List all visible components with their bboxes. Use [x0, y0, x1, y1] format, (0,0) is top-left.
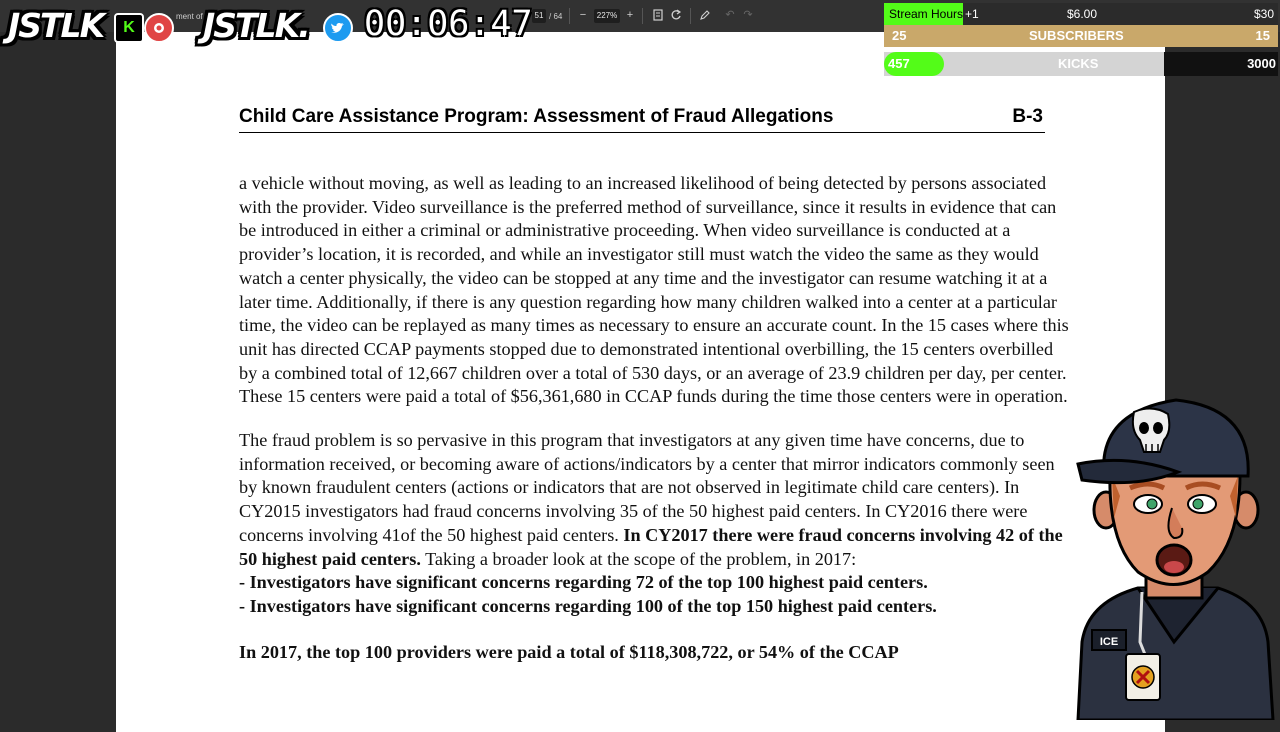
subscribers-current: 25	[892, 28, 907, 43]
stream-hours-bar	[884, 3, 1278, 25]
bullet-item: - Investigators have significant concerns regarding 72 of the top 100 highest paid centers.	[239, 572, 928, 593]
rotate-icon[interactable]	[670, 9, 682, 21]
streamer-avatar	[1068, 392, 1280, 720]
zoom-in-button[interactable]: +	[626, 9, 634, 21]
kicks-bar	[884, 52, 1278, 76]
paragraph-text: Taking a broader look at the scope of the problem, in 2017:	[420, 548, 857, 569]
stream-timer: 00:06:47	[364, 4, 533, 44]
kicks-label: KICKS	[1058, 56, 1099, 71]
channel-logo: JSTLK.	[203, 6, 309, 45]
channel-logo: JSTLK	[8, 6, 104, 45]
stream-hours-amount: $6.00	[1067, 7, 1098, 21]
fit-page-icon[interactable]	[652, 9, 664, 21]
annotate-icon[interactable]	[699, 9, 711, 21]
toolbar-divider	[690, 8, 691, 24]
bullet-item: - Investigators have significant concerns regarding 100 of the top 150 highest paid centers.	[239, 595, 937, 616]
subscribers-goal: 15	[1255, 28, 1270, 43]
document-heading: Child Care Assistance Program: Assessment of Fraud Allegations	[239, 106, 834, 127]
document-body	[239, 172, 1069, 664]
paragraph-bold-text: In CY2017 there were fraud concerns involving 42 of the 50 highest paid centers.	[239, 524, 1063, 569]
subscribers-bar	[884, 25, 1278, 47]
kicks-goal: 3000	[1247, 56, 1276, 71]
record-icon	[144, 13, 174, 43]
zoom-level-input[interactable]: 227%	[594, 9, 620, 23]
stream-hours-goal: $30	[1253, 7, 1274, 21]
uniform-badge-text: ICE	[1099, 636, 1119, 648]
document-page-label: B-3	[1012, 106, 1043, 127]
redo-icon[interactable]: ↷	[743, 9, 753, 21]
stream-hours-label: Stream Hours	[889, 7, 964, 21]
undo-icon[interactable]: ↶	[725, 9, 735, 21]
toolbar-divider	[642, 8, 643, 24]
paragraph-partial: In 2017, the top 100 providers were paid a total of $118,308,722, or 54% of the CCAP	[239, 641, 899, 662]
page-total: / 64	[549, 12, 563, 21]
stream-hours-increment: +1	[965, 7, 979, 21]
document-title: ment of Fr	[176, 12, 213, 21]
document-page	[116, 32, 1165, 732]
paragraph: a vehicle without moving, as well as leading to an increased likelihood of being detected by persons associated with the provider. Video surveillance is the preferred method of surveillance, since it results in evidence that can be introduced in either a criminal or administrative proceeding. When video surveillance is conducted at a provider’s location, it is recorded, and while an investigator still must watch the video the same as they would watch a center physically, the video can be stopped at any time and the investigator can resume watching it at a later time. Additionally, if there is any question regarding how many children walked into a center at a particular time, the video can be replayed as many times as necessary to ensure an accurate count. In the 15 cases where this unit has directed CCAP payments stopped due to demonstrated intentional overbilling, the 15 centers overbilled by a combined total of 12,667 children over a total of 530 days, or an average of 23.9 children per day, per center. These 15 centers were paid a total of $56,361,680 in CCAP funds during the time those centers were in operation.	[239, 173, 1069, 407]
paragraph-text: The fraud problem is so pervasive in this program that investigators at any given time have concerns, due to information received, or becoming aware of actions/indicators by a center that mirror indicators commonly seen by known fraudulent centers (actions or indicators that are not observed in legitimate child care centers). In CY2015 investigators had fraud concerns involving 35 of the 50 highest paid centers. In CY2016 there were concerns involving 41of the 50 highest paid centers.	[239, 430, 1055, 545]
page-number-input[interactable]: 51	[532, 9, 546, 23]
twitter-icon	[323, 13, 353, 43]
kick-logo-icon: K	[114, 13, 144, 43]
paragraph	[239, 429, 1069, 619]
toolbar-divider	[569, 8, 570, 24]
kicks-current: 457	[888, 56, 910, 71]
zoom-out-button[interactable]: −	[579, 9, 587, 21]
subscribers-label: SUBSCRIBERS	[1029, 28, 1124, 43]
document-header	[239, 104, 1045, 133]
